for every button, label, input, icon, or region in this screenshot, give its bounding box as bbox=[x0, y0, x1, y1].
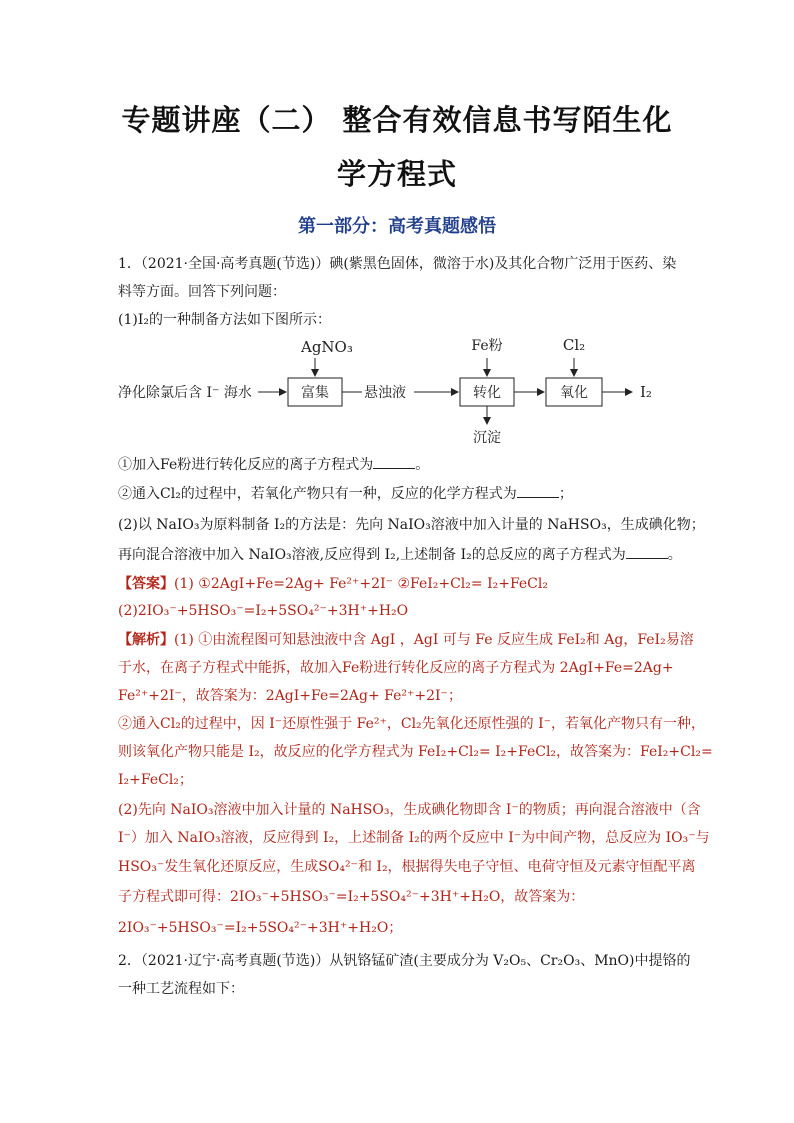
flow-reagent-fe: Fe粉 bbox=[471, 338, 503, 354]
q1-analysis-line-2: 于水，在离子方程式中能拆，故加入Fe粉进行转化反应的离子方程式为 2AgI+Fe=2Ag+ bbox=[118, 660, 674, 676]
flow-precipitate-label: 沉淀 bbox=[473, 430, 501, 446]
q1-analysis-line-3: Fe²⁺+2I⁻，故答案为：2AgI+Fe=2Ag+ Fe²⁺+2I⁻； bbox=[118, 688, 462, 704]
q1-analysis-line-5: 则该氧化产物只能是 I₂，故反应的化学方程式为 FeI₂+Cl₂= I₂+FeCl₂，故答案为：FeI₂+Cl₂= bbox=[118, 744, 713, 760]
flow-reagent-cl2: Cl₂ bbox=[562, 336, 586, 354]
q1-analysis-line-10: 子方程式即可得：2IO₃⁻+5HSO₃⁻=I₂+5SO₄²⁻+3H⁺+H₂O，故答案为： bbox=[118, 889, 585, 905]
flow-middle-label: 悬浊液 bbox=[364, 385, 406, 401]
q2-stem-line-2: 一种工艺流程如下： bbox=[118, 981, 244, 997]
q1-analysis-line-7: (2)先向 NaIO₃溶液中加入计量的 NaHSO₃，生成碘化物即含 I⁻的物质；再向混合溶液中（含 bbox=[118, 802, 701, 818]
answer-blank bbox=[517, 485, 559, 498]
q1-part-2-line-1: (2)以 NaIO₃为原料制备 I₂的方法是：先向 NaIO₃溶液中加入计量的 NaHSO₃，生成碘化物； bbox=[118, 517, 705, 533]
q1-analysis-line-9: HSO₃⁻发生氧化还原反应，生成SO₄²⁻和 I₂，根据得失电子守恒、电荷守恒及元素守恒配平离 bbox=[118, 859, 696, 875]
q1-analysis-line-6: I₂+FeCl₂； bbox=[118, 772, 193, 788]
q1-part-2-line-2: 再向混合溶液中加入 NaIO₃溶液,反应得到 I₂,上述制备 I₂的总反应的离子方程式为 。 bbox=[118, 547, 682, 563]
section-heading: 第一部分：高考真题感悟 bbox=[298, 216, 496, 237]
q1-part-1: (1)I₂的一种制备方法如下图所示： bbox=[118, 312, 331, 328]
q1-answer-line-1: 【答案】(1) ①2AgI+Fe=2Ag+ Fe²⁺+2I⁻ ②FeI₂+Cl₂= I₂+FeCl₂ bbox=[118, 576, 548, 592]
flow-box-oxidize-label: 氧化 bbox=[560, 385, 588, 401]
flow-box-convert-label: 转化 bbox=[473, 385, 501, 401]
answer-tag: 【答案】 bbox=[118, 576, 174, 592]
page-title-line-2: 学方程式 bbox=[336, 157, 457, 191]
q1-stem-line-1: 1．（2021·全国·高考真题(节选)）碘(紫黑色固体，微溶于水)及其化合物广泛用于医药、染 bbox=[118, 256, 677, 272]
answer-blank bbox=[373, 456, 415, 469]
q1-analysis-line-11: 2IO₃⁻+5HSO₃⁻=I₂+5SO₄²⁻+3H⁺+H₂O； bbox=[118, 920, 403, 936]
q1-analysis-line-4: ②通入Cl₂的过程中，因 I⁻还原性强于 Fe²⁺，Cl₂先氧化还原性强的 I⁻，若氧化产物只有一种， bbox=[118, 716, 706, 732]
answer-blank bbox=[626, 546, 668, 559]
q1-analysis-line-8: I⁻）加入 NaIO₃溶液，反应得到 I₂，上述制备 I₂的两个反应中 I⁻为中间产物，总反应为 IO₃⁻与 bbox=[118, 830, 710, 846]
q1-sub-question-1: ①加入Fe粉进行转化反应的离子方程式为 。 bbox=[118, 457, 430, 473]
q1-analysis-line-1: 【解析】(1) ①由流程图可知悬浊液中含 AgI ，AgI 可与 Fe 反应生成 FeI₂和 Ag，FeI₂易溶 bbox=[118, 632, 694, 648]
q1-answer-line-2: (2)2IO₃⁻+5HSO₃⁻=I₂+5SO₄²⁻+3H⁺+H₂O bbox=[118, 603, 409, 619]
analysis-tag: 【解析】 bbox=[118, 632, 174, 648]
preparation-flow-diagram bbox=[118, 330, 678, 450]
flow-box-enrich-label: 富集 bbox=[301, 385, 329, 401]
q1-stem-line-2: 料等方面。回答下列问题： bbox=[118, 284, 286, 300]
page-title-line-1: 专题讲座（二） 整合有效信息书写陌生化 bbox=[121, 103, 673, 137]
q1-sub-question-2: ②通入Cl₂的过程中，若氧化产物只有一种，反应的化学方程式为 ； bbox=[118, 486, 573, 502]
q2-stem-line-1: 2．（2021·辽宁·高考真题(节选)）从钒铬锰矿渣(主要成分为 V₂O₅、Cr₂O₃、MnO)中提铬的 bbox=[118, 953, 691, 969]
flow-source-label: 净化除氯后含 I⁻ 海水 bbox=[118, 385, 252, 401]
flow-product-label: I₂ bbox=[640, 383, 652, 401]
flow-reagent-agno3: AgNO₃ bbox=[301, 338, 353, 356]
